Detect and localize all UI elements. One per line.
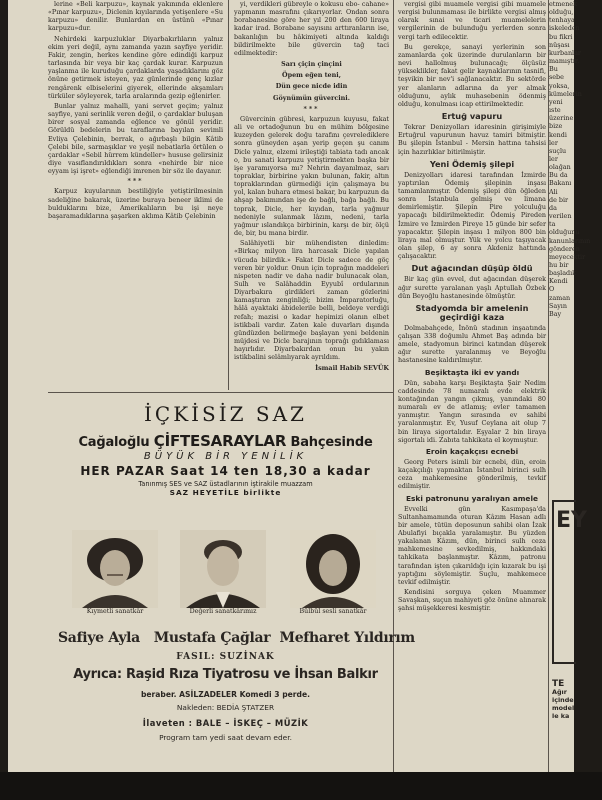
artist-names (58, 630, 415, 646)
text-line: da verilen (549, 203, 572, 221)
article-column-diyarbakir (234, 0, 389, 390)
text-line: Bakanı Ali (549, 179, 572, 196)
headline: Yeni Ödemiş şilepi (429, 158, 515, 169)
ad-extra: Ayrıca: Raşid Rıza Tiyatrosu ve İhsan Balkır (73, 667, 378, 682)
text-line: kümelerin (549, 89, 582, 98)
ad-fasil: FASIL: SUZİNAK (176, 652, 275, 662)
paragraph: Georg Peters isimli bir ecnebi, dün, eroin kaçakçılığı yapmaktan İstanbul birinci sulh ceza mahkemesine gönderilmiş, tevkif edilmiştir. (398, 457, 546, 491)
poem-line: Öpem eğen teni, (282, 71, 341, 80)
text-line: mamıştır. (549, 57, 580, 66)
ad-artists-line: Tanınmış SES ve SAZ üstadlarının iştirakile muazzam (138, 480, 313, 488)
ad-translator: Nakleden: BEDİA ŞTATZER (176, 703, 275, 712)
text-line: tenhaya (549, 16, 575, 25)
text-line: bu fikri (549, 32, 573, 41)
cropped-column (549, 0, 591, 400)
text-line: Sayın Bay (549, 301, 567, 318)
photo-caption-2: Değerli sanatkârımız (189, 608, 257, 615)
poem-line: Göynümün güvercini. (273, 93, 350, 102)
text-line: ta olduğunu (549, 220, 580, 237)
paragraph: Bu gerekçe, sanayi yerlerinin son zamanlarda çok üzerinde durulanların bir nevi hallolmuş bulunacağı; ölçüsüz yükseklikler, fakat gelir kaynaklarının tasnifi, teşvikin bir nev'i sağlanacaktır. Bu sektörde yer alanların adlarına da yer almak olduğunu, aylık muhasebenin ödenmiş olduğu, konulması icap ettirilmektedir. (398, 42, 546, 108)
author-signature: İsmail Habib SEVÜK (315, 363, 389, 372)
poem-line: Sarı çiçin çinçini (281, 60, 342, 69)
text-line: Kendi (549, 277, 568, 286)
text-line: etmenek (549, 0, 577, 8)
text-line: Bu da (549, 171, 568, 180)
headline: Dut ağacından düşüp öldü (411, 263, 533, 274)
paragraph: Evvelki gün Kasımpaşa'da Sultanhamamında oturan Kâzım Hasan adlı bir amele, tütün deposunun sahibi olan İzak Abulafiyi bıçakla yaralamıştır. Bu yüzden yakalanan Kâzım, dün, birinci sulh ceza mahkemesine sevkedilmiş, hakkındaki tahkikata başlanmıştır. Kâzım, patronu tarafından işten çıkarıldığı için kızarak bu işi yaptığını söylemiştir. Suçlu, mahkemece tevkif edilmiştir. (398, 504, 546, 586)
paragraph: Bunlar yalnız mahalli, yani servet geçim; yalnız sayfiye, yani serinlik veren değil, o çardaklar buluşan birer sosyal zamanda eğlence ve gönül yeridir. Görüldü bedelerin bu taraflarına bayılan sevimli Evliya Çelebinin, berrak, o ağırbaşlı bilgin Kâtib Çelebi bile, sarmaşıklar ve yeşil nebatlarla örtülen o çardaklar «Sebil hürrem kündeller» hususe gelirsiniz diye vasıflandırıldıkları sonra «nehirde bir nice eyyam işi işret» eğlendiği imrenen bir söz ile dayanır. (48, 101, 223, 176)
text-line: kanunlarının (549, 236, 591, 245)
headline: Eski patronunu yaralıyan amele (405, 493, 538, 503)
headline: Beşiktaşta iki ev yandı (424, 367, 520, 377)
ad-venue: Cağaloğlu ÇİFTESARAYLAR Bahçesinde (78, 432, 373, 450)
text-line: hu bir (549, 261, 569, 269)
paragraph: Nehirdeki karpuzluklar Diyarbakırlıların yalnız ekim yeri değil, aynı zamanda yazın sayfiye yeridir. Fakir, zengin, herkes kendine göre edindiği karpuz tarlasında bir veya bir kaç çardak kurar. Karpuzun yaşlanma ile kuruduğu çardaklarda yaşadıklarını göz önüne getirmek isteyen, yaz günlerinde genç kızlar rengârenk elbiselerini giyerek, ellerinde akşamları türküler söyleyerek, tarla aralarında gezip eğlenirler. (48, 34, 223, 100)
headline: Stadyomda bir amelenin geçirdiği kaza (415, 302, 529, 322)
text-line: O zaman (549, 285, 571, 302)
paragraph: Kendisini sorguya çeken Muammer Savaşkan, suçun mahiyeti göz önüne alınarak şahsi müşekkeresi kesmiştir. (398, 588, 546, 613)
paragraph: Dün, sabaha karşı Beşiktaşta Şair Nedim caddesinde 78 numaralı evde elektrik kontağından yangın çıkmış, yanındaki 80 numaralı ev de atlamış; evler tamamen yanmıştır. Yangın sırasında ev sahibi yaralanmıştır. Ev, Yusuf Ceylana ait olup 7 bin liraya sigortalıdır. Eşyalar 2 bin liraya sigortalı idi. Zabıta tahkikata el koymuştur. (398, 378, 546, 444)
paragraph: Denizyolları idaresi tarafından İzmirde yaptırılan Ödemiş şilepinin inşası tamamlanmıştır. Ödemiş şilepi dün öğleden sonra İstanbula gelmiş ve limana demirlemiştir. Şilepin Pire yolculuğu yapacağı bildirilmektedir. Ödemiş Pireden İzmire ve İzmirden Pireye 15 günde bir sefer yapacaktır. Şilepin inşası 1 milyon 800 bin liraya mal olmuştur. Yük ve yolcu taşıyacak olan şilep, 6 ay sonra Akdeniz hattında çalışacaktır. (398, 170, 546, 261)
ad-fragment-text: TE Ağır içinde model le ka (552, 679, 575, 720)
ad-addition: İlaveten : BALE – İSKEÇ – MÜZİK (142, 718, 309, 728)
section-separator: *** (127, 177, 144, 186)
paragraph: Dolmabahçede, İnönü stadının inşaatında çalışan 338 doğumlu Ahmet Baş adında bir amele, stadyomun birinci katından düşerek ağır surette yaralanmış ve Beyoğlu hastanesine kaldırılmıştır. (398, 323, 546, 365)
artist-name: Safiye Ayla (58, 630, 140, 646)
article-column-karpuz (48, 0, 223, 390)
paragraph: Bir kaç gün evvel, dut ağacından düşerek ağır surette yaralanan yaşlı Aptullah Özbek dün Beyoğlu hastanesinde ölmüştür. (398, 275, 546, 300)
paragraph: yi, verdikleri gübreyle o kokusu ebo- cahane» yapmanın masrafını çıkarıyorlar. Ondan sonra borabanesine göre her yıl 200 den 600 liraya kadar irad. Borabane sayısını arttıranların ise, bakanlığın bu hâkimiyeti altında kaldığı bildirilmekte bile güvercin tağ taci edilmektedir: (234, 0, 389, 57)
paragraph: Güvercinin gübresi, karpuzun kuyusu, fakat ali ve ortadoğunun bu en mühim bölgesine kuzeyden gelerek doğu tarafını çevrelediklere sonra güneyden aşan yerip geçen şu canım Dicle yalnız, elzemi irileştiği tabiata tadı ancak o, bu sanati karpuzu yetiştirmekten başka bir işe yaramıyorsa mı? Nehrin dayanılmaz, sarı topraklar, birbirine yakın bulunan, fakir, altın topraklarından gürmediği için çalışmaya bu yol, kalan buhara etmesi bakar, bu karpuzun da ahşap bakımından işe de bağlı, bağa bağlı. Bu toprak, Dicle, her kıyıdan, tarla yağmur nedeniyle sulanmak lâzım, nedeni, tarla yağmur ıslandıkça birbirinin, karşı de bir, ölçü de, bir, bu mana birdir. (234, 114, 389, 238)
portrait-photo-3 (290, 530, 376, 608)
ad-tagline: BÜYÜK BİR YENİLİK (143, 451, 308, 462)
headline: Eroin kaçakçısı ecnebi (425, 446, 519, 456)
cropped-ad-fragment (552, 500, 587, 664)
column-divider (393, 0, 394, 772)
text-line: yeni (549, 97, 563, 106)
text-line: ler suçlu (549, 138, 567, 155)
ad-fragment-letters: EY (556, 508, 587, 533)
page-bottom-edge (0, 772, 602, 800)
poem (234, 60, 389, 102)
poem-line: Dün gece nicde idin (275, 82, 348, 91)
ad-play: beraber. ASİLZADELER Komedi 3 perde. (140, 690, 311, 699)
text-line: meyecektir (549, 252, 586, 261)
ad-heading: İÇKİSİZ SAZ (144, 402, 307, 426)
text-line: yoksa, (549, 81, 570, 90)
paragraph: Karpuz kuyularının bestiliğiyle yetiştirilmesinin sadeliğine bakarak, üzerine buraya beneer iklimi de bulduklarını bize, Amerikalıların bu işi neye başaramadıklarına şaşarken aklıma Kâtib Çelebinin (48, 187, 223, 220)
paragraph: vergisi gibi muamele vergisi gibi muamele vergisi bulunmaması ile birlikte vergisi almış olarak sınai ve ticari muamelelerin vergilerinin de bulunduğu yerlerden sonra vergi tarh edilecektir. (398, 0, 546, 41)
artist-name: Mefharet Yıldırım (279, 630, 415, 646)
headline: Ertuğ vapuru (441, 111, 503, 122)
paragraph: Salâhiyetli bir mühendisten dinledim: «Birkaç milyon lira harcasak Dicle yapılan vücuda bilirdik.» Fakat Dicle sadece de göç veren bir yoldur. Onun için toprağın maddeleri nispeten nadir ve daha nadir bulunacak olan, Sulh ve Salâhaddin Eyyubî ordularının Diyarbakıra girdikleri zaman gözlerini kamaştıran zenginliği; bizim İmparatorluğu, hâlâ ayaktaki âbidelerile belli, beldeye verdiği refah; mazisi o kadar hepimizi olanın elbet istikbali vardır. Zaten kale duvarları dışında gündüzden belirmeğe başlayan yeni beldenin müjdesi ve Dicle barajının toprağı gıdıklaması hayırlıdır. Diyarbakırdan onun bu yakın istikbalini selâmlıyarak ayrıldım. (234, 239, 389, 362)
paragraph: Tekrar Denizyolları idaresinin girişimiyle Ertuğrul vapurunun havuz tamiri bitmiştir. Bu şilepin İstanbul - Mersin hattına tahsisi için hazırlıklar bitirilmiştir. (398, 123, 546, 156)
portrait-photo-2 (180, 530, 266, 608)
text-line: gönderen (549, 244, 580, 253)
photo-caption-1: Kıymetli sanatkâr (86, 608, 144, 615)
ad-schedule: HER PAZAR Saat 14 ten 18,30 a kadar (80, 464, 371, 478)
ad-hours: Program tam yedi saat devam eder. (159, 733, 292, 742)
text-line: de bir (549, 195, 569, 204)
text-line: iskeleden (549, 24, 580, 33)
section-divider (48, 392, 393, 393)
text-line: ler olağan (549, 154, 571, 172)
newspaper-page (8, 0, 591, 772)
text-line: bize kendi (549, 122, 567, 139)
text-line: ıste üzerine (549, 106, 574, 123)
text-line: olduğu, (549, 8, 574, 17)
text-line: Bu sebe (549, 65, 564, 82)
column-divider (228, 0, 229, 390)
news-column (398, 0, 546, 772)
artist-name: Mustafa Çağlar (153, 630, 271, 646)
text-line: kurbanlar (549, 48, 581, 57)
photo-caption-3: Bülbül sesli sanatkâr (299, 608, 367, 615)
text-line: başladık (549, 269, 577, 278)
text-line: nüşası (549, 40, 570, 49)
ad-ensemble: SAZ HEYETİLE birlikte (169, 488, 282, 497)
section-separator: *** (303, 104, 320, 113)
portrait-photo-1 (72, 530, 158, 608)
paragraph: lerine «Beli karpuzu», kaynak yakınında eklenlere «Pınar karpuzu», Diclenin kıyılarında yetişenlere «Su karpuzu» denilir. Bunlardan en üstünü «Pınar karpuzu»dur. (48, 0, 223, 33)
